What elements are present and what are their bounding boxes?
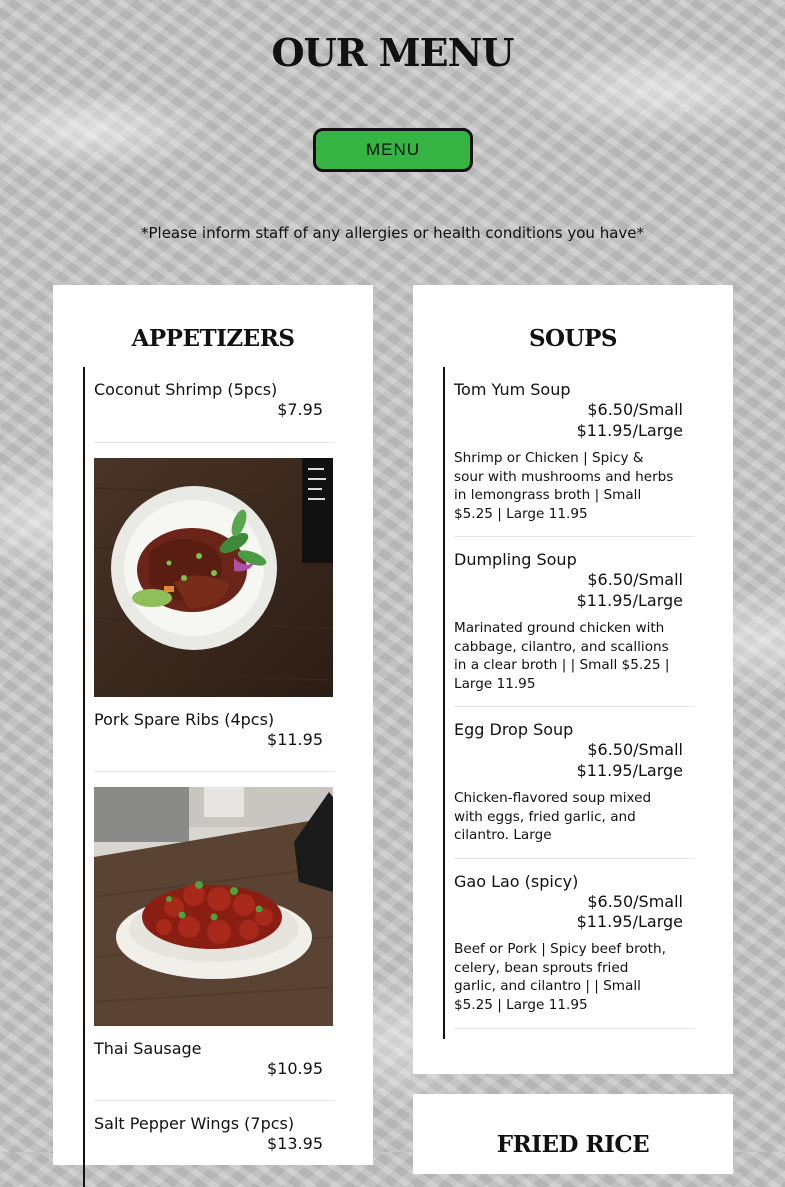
menu-item-thai-sausage	[94, 1039, 334, 1084]
menu-item-coconut-shrimp	[94, 380, 334, 425]
item-divider	[94, 1100, 334, 1101]
item-name: Gao Lao (spicy)	[454, 872, 579, 891]
appetizers-title: APPETIZERS	[131, 325, 295, 352]
menu-item-gao-lao	[454, 872, 694, 1012]
menu-item-salt-pepper-wings	[94, 1114, 334, 1159]
item-price: $11.95	[267, 730, 323, 749]
item-price-large: $11.95/Large	[576, 761, 683, 780]
menu-item-dumpling-soup	[454, 550, 694, 693]
item-description: Marinated ground chicken with cabbage, cilantro, and scallions in a clear broth | | Small $5.25 | Large 11.95	[454, 620, 670, 693]
item-price: $7.95	[277, 400, 323, 419]
thai-sausage-photo	[94, 787, 333, 1026]
item-divider	[94, 442, 334, 443]
item-divider	[454, 1028, 694, 1029]
fried-rice-panel	[413, 1094, 733, 1174]
appetizers-rule	[83, 367, 85, 1187]
menu-item-egg-drop-soup	[454, 720, 694, 844]
soups-title: SOUPS	[528, 325, 618, 352]
item-name: Tom Yum Soup	[454, 380, 571, 399]
item-divider	[94, 771, 334, 772]
item-name: Thai Sausage	[94, 1039, 202, 1058]
menu-item-tom-yum-soup	[454, 380, 694, 523]
item-divider	[454, 706, 694, 707]
item-price: $10.95	[267, 1059, 323, 1078]
item-price-large: $11.95/Large	[576, 591, 683, 610]
item-name: Salt Pepper Wings (7pcs)	[94, 1114, 295, 1133]
item-divider	[454, 858, 694, 859]
page-title: OUR MENU	[271, 30, 514, 75]
item-description: Chicken-flavored soup mixed with eggs, fried garlic, and cilantro. Large	[454, 790, 652, 844]
item-divider	[454, 536, 694, 537]
item-name: Coconut Shrimp (5pcs)	[94, 380, 278, 399]
soups-rule	[443, 367, 445, 1039]
item-description: Beef or Pork | Spicy beef broth, celery, bean sprouts fried garlic, and cilantro | | Small $5.25 | Large 11.95	[454, 941, 666, 1014]
appetizers-panel	[53, 285, 373, 1165]
menu-item-pork-spare-ribs	[94, 710, 334, 755]
item-name: Egg Drop Soup	[454, 720, 574, 739]
item-price-small: $6.50/Small	[587, 740, 683, 759]
item-price: $13.95	[267, 1134, 323, 1153]
allergy-note: *Please inform staff of any allergies or health conditions you have*	[140, 224, 644, 242]
item-name: Dumpling Soup	[454, 550, 577, 569]
item-name: Pork Spare Ribs (4pcs)	[94, 710, 275, 729]
item-price-large: $11.95/Large	[576, 421, 683, 440]
item-description: Shrimp or Chicken | Spicy & sour with mushrooms and herbs in lemongrass broth | Small $5.25 | Large 11.95	[454, 450, 674, 523]
fried-rice-title: FRIED RICE	[496, 1131, 650, 1158]
pork-ribs-photo	[94, 458, 333, 697]
item-price-small: $6.50/Small	[587, 570, 683, 589]
item-price-small: $6.50/Small	[587, 892, 683, 911]
item-price-small: $6.50/Small	[587, 400, 683, 419]
item-price-large: $11.95/Large	[576, 912, 683, 931]
soups-panel	[413, 285, 733, 1074]
menu-button[interactable]: MENU	[313, 128, 473, 172]
